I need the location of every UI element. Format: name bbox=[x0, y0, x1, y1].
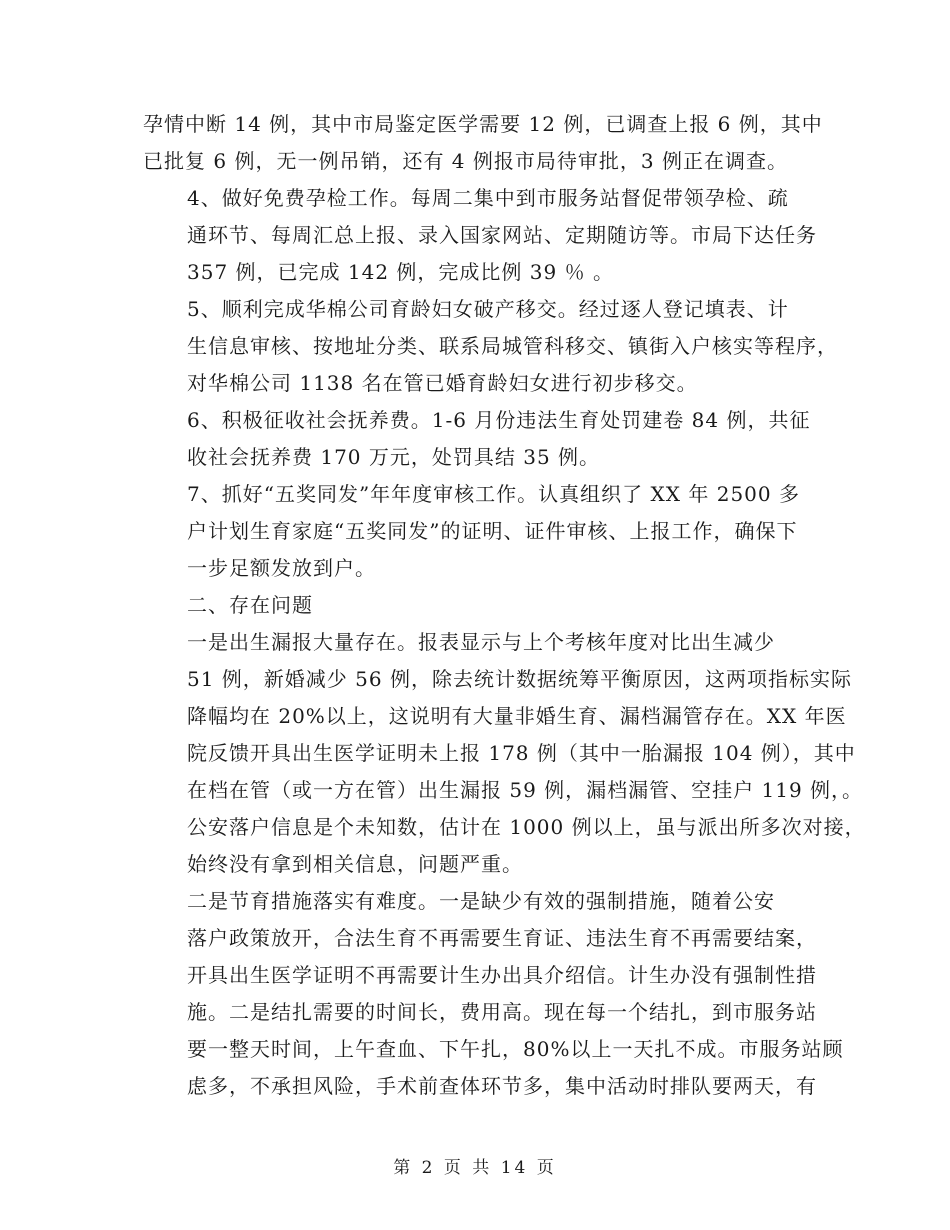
text-line: 5、顺利完成华棉公司育龄妇女破产移交。经过逐人登记填表、计 bbox=[187, 297, 789, 321]
text-line: 4、做好免费孕检工作。每周二集中到市服务站督促带领孕检、疏 bbox=[187, 186, 789, 210]
text-line: 降幅均在 20%以上，这说明有大量非婚生育、漏档漏管存在。XX 年医 bbox=[187, 704, 847, 728]
text-line: 51 例，新婚减少 56 例，除去统计数据统筹平衡原因，这两项指标实际 bbox=[187, 667, 852, 691]
paragraph bbox=[143, 624, 866, 883]
paragraph bbox=[143, 883, 844, 1105]
paragraph bbox=[143, 180, 817, 291]
text-line: 一步足额发放到户。 bbox=[187, 556, 376, 580]
text-line: 虑多，不承担风险，手术前查体环节多，集中活动时排队要两天，有 bbox=[187, 1074, 817, 1098]
text-line: 始终没有拿到相关信息，问题严重。 bbox=[187, 852, 523, 876]
text-line: 在档在管（或一方在管）出生漏报 59 例，漏档漏管、空挂户 119 例，。 bbox=[187, 778, 864, 802]
text-line: 对华棉公司 1138 名在管已婚育龄妇女进行初步移交。 bbox=[187, 371, 698, 395]
text-line: 生信息审核、按地址分类、联系局城管科移交、镇街入户核实等程序， bbox=[187, 334, 838, 358]
text-line: 院反馈开具出生医学证明未上报 178 例（其中一胎漏报 104 例），其中 bbox=[187, 741, 856, 765]
paragraph bbox=[143, 587, 813, 624]
text-line: 公安落户信息是个未知数，估计在 1000 例以上，虽与派出所多次对接， bbox=[187, 815, 866, 839]
text-line: 施。二是结扎需要的时间长，费用高。现在每一个结扎，到市服务站 bbox=[187, 1000, 817, 1024]
text-line: 通环节、每周汇总上报、录入国家网站、定期随访等。市局下达任务 bbox=[187, 223, 817, 247]
text-line: 孕情中断 14 例，其中市局鉴定医学需要 12 例，已调查上报 6 例，其中 bbox=[143, 112, 823, 136]
text-line: 收社会抚养费 170 万元，处罚具结 35 例。 bbox=[187, 445, 601, 469]
paragraph bbox=[143, 476, 813, 587]
document-body bbox=[143, 106, 866, 1105]
text-line: 357 例，已完成 142 例，完成比例 39 ％ 。 bbox=[187, 260, 614, 284]
text-line: 落户政策放开，合法生育不再需要生育证、违法生育不再需要结案， bbox=[187, 926, 817, 950]
text-line: 二是节育措施落实有难度。一是缺少有效的强制措施，随着公安 bbox=[187, 889, 775, 913]
text-line: 已批复 6 例，无一例吊销，还有 4 例报市局待审批，3 例正在调查。 bbox=[143, 149, 788, 173]
text-line: 6、积极征收社会抚养费。1-6 月份违法生育处罚建卷 84 例，共征 bbox=[187, 408, 811, 432]
paragraph bbox=[143, 106, 823, 180]
text-line: 开具出生医学证明不再需要计生办出具介绍信。计生办没有强制性措 bbox=[187, 963, 817, 987]
text-line: 二、存在问题 bbox=[187, 593, 313, 617]
text-line: 一是出生漏报大量存在。报表显示与上个考核年度对比出生减少 bbox=[187, 630, 775, 654]
text-line: 7、抓好“五奖同发”年年度审核工作。认真组织了 XX 年 2500 多 bbox=[187, 482, 800, 506]
page-number-footer: 第 2 页 共 14 页 bbox=[393, 1158, 557, 1178]
paragraph bbox=[143, 402, 813, 476]
paragraph bbox=[143, 291, 838, 402]
text-line: 要一整天时间，上午查血、下午扎，80%以上一天扎不成。市服务站顾 bbox=[187, 1037, 844, 1061]
text-line: 户计划生育家庭“五奖同发”的证明、证件审核、上报工作，确保下 bbox=[187, 519, 798, 543]
